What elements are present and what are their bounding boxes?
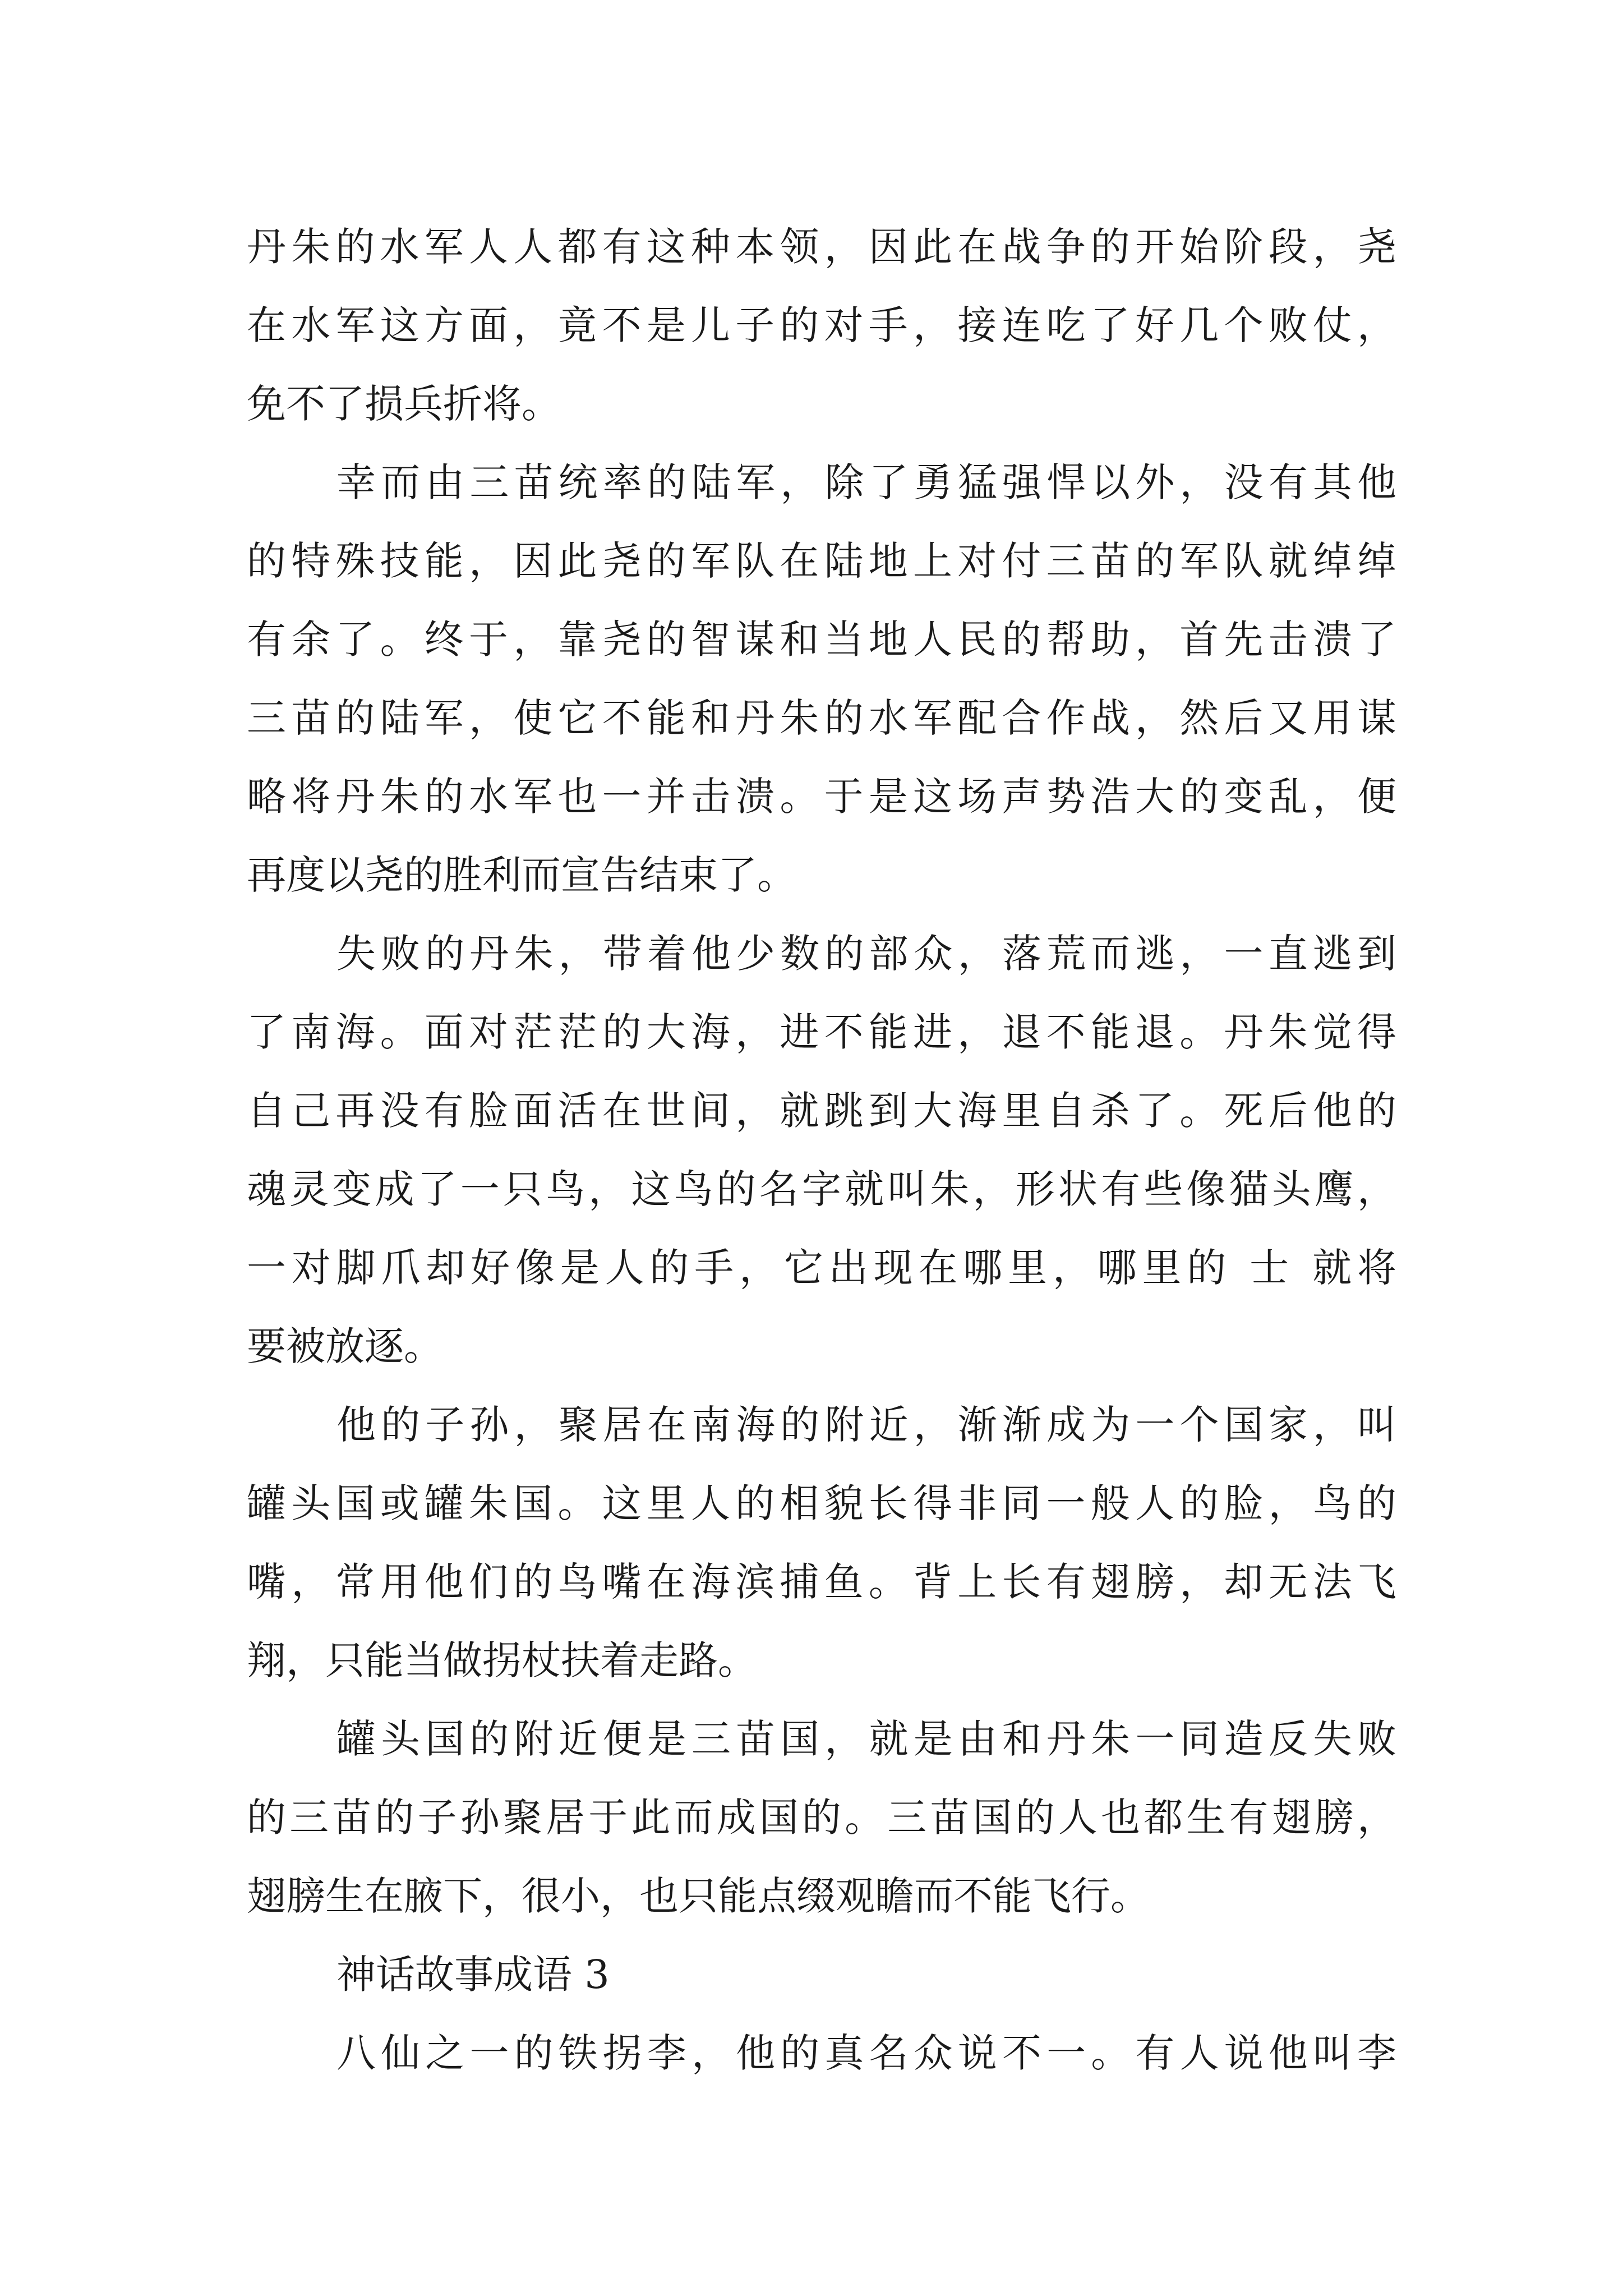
text-line: 在水军这方面，竟不是儿子的对手，接连吃了好几个败仗， [247,302,1396,348]
text-line: 幸而由三苗统率的陆军，除了勇猛强悍以外，没有其他 [336,459,1396,505]
text-line: 的特殊技能，因此尧的军队在陆地上对付三苗的军队就绰绰 [247,538,1396,584]
paragraph [247,443,1396,914]
paragraph [247,1386,1396,1700]
text-line: 免不了损兵折将。 [247,381,561,427]
text-line: 他的子孙，聚居在南海的附近，渐渐成为一个国家，叫 [336,1402,1396,1448]
text-line: 罐头国或罐朱国。这里人的相貌长得非同一般人的脸，鸟的 [247,1480,1396,1526]
text-line: 了南海。面对茫茫的大海，进不能进，退不能退。丹朱觉得 [247,1009,1396,1055]
paragraph [247,914,1396,1386]
paragraph [247,208,1396,443]
text-line: 翔，只能当做拐杖扶着走路。 [247,1637,757,1683]
text-line: 八仙之一的铁拐李，他的真名众说不一。有人说他叫李 [336,2030,1396,2076]
text-line: 嘴，常用他们的鸟嘴在海滨捕鱼。背上长有翅膀，却无法飞 [247,1559,1396,1605]
section-heading: 神话故事成语 3 [336,1952,610,1998]
text-line: 再度以尧的胜利而宣告结束了。 [247,852,796,898]
paragraph [247,2014,1396,2092]
text-line: 自己再没有脸面活在世间，就跳到大海里自杀了。死后他的 [247,1088,1396,1134]
text-line: 的三苗的子孙聚居于此而成国的。三苗国的人也都生有翅膀， [247,1795,1396,1841]
text-line: 丹朱的水军人人都有这种本领，因此在战争的开始阶段，尧 [247,224,1396,270]
text-line: 一对脚爪却好像是人的手，它出现在哪里，哪里的 士 就将 [247,1245,1396,1291]
text-line: 罐头国的附近便是三苗国，就是由和丹朱一同造反失败 [336,1716,1396,1762]
paragraph [247,1700,1396,1935]
text-line: 魂灵变成了一只鸟，这鸟的名字就叫朱，形状有些像猫头鹰， [247,1166,1396,1212]
text-line: 失败的丹朱，带着他少数的部众，落荒而逃，一直逃到 [336,931,1396,977]
text-line: 略将丹朱的水军也一并击溃。于是这场声势浩大的变乱，便 [247,774,1396,820]
text-line: 有余了。终于，靠尧的智谋和当地人民的帮助，首先击溃了 [247,616,1396,662]
text-line: 翅膀生在腋下，很小，也只能点缀观瞻而不能飞行。 [247,1873,1150,1919]
text-line: 要被放逐。 [247,1323,443,1369]
document-page [247,208,1396,2092]
text-line: 三苗的陆军，使它不能和丹朱的水军配合作战，然后又用谋 [247,695,1396,741]
